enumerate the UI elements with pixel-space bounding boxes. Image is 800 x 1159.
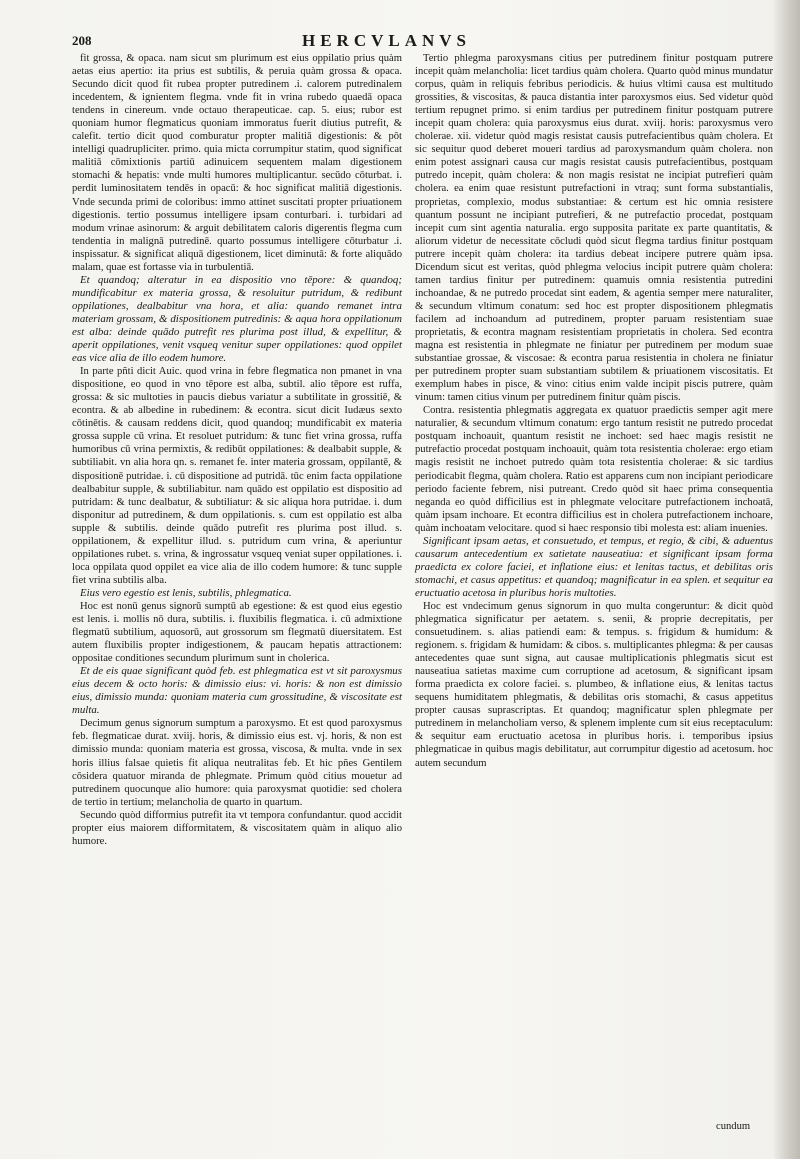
commentary-paragraph: Hoc est vndecimum genus signorum in quo multa congeruntur: & dicit quòd phlegmatica significatur per aetatem. s. senii, & proprie decrepitatis, per consuetudinem. s. alias patiendi eam: & tempus. s. frigidum & humidum: & regionem. s. frigidam & humidam: & cibos. s. multiplicantes phlegma: & per causas antecedentes quae sunt signa, aut causae multiplicationis phlegmatis sicut est nauseatiua satietas maxime cum corruptione ad acetosum, & significant ipsam forma praedicta ex colore faciei. s. plumbeo, & inflatione eius, & lenitas tactus sequens humiditatem phlegmatis, & debilitas oris stomachi, & casus appetitus propter causas suprascriptas. Et quandoq; magnificatur splen phlegmate per putredinem in melancholiam verso, & splenem implente cum sit eius receptaculum: & sequitur eam eructuatio acetosa in pluribus horis. i. temporibus ipsius phlegmaticae in quibus magis debilitatur, aut corrumpitur digestio ad acetosum. hoc autem secundum — [415, 600, 773, 769]
commentary-paragraph: Tertio phlegma paroxysmans citius per putredinem finitur postquam putrere incepit quàm melancholia: licet tardius quàm cholera. Quarto quòd minus mundatur corpus, quàm in reliquis febribus periodicis. & huius vltimi causa est multitudo grossities, & viscositas, & pauca distantia inter paroxysmos eius. Sed videtur quòd tertium repugnet primo. si enim tardius per putredinem finitur postquam putrere incepit quam cholera: quia paroxysmus eius durat. xviij. horis: paroxysmus vero cholerae. xii. videtur quòd magis resistat causis putrefacientibus quàm cholera. Et sic sequitur quod deberet moueri tardius ad paroxysmandum quàm cholera. non enim potest assignari causa cur magis resistat causis putrefacientibus, postquam putredo incepit, quàm cholera: & non magis resistat ne incipiat putrefieri quàm cholera. ea enim quae resistunt putrefactioni in vtraq; sunt forma substantialis, proprietas, complexio, modus substantiae: & certum est hic omnia resistere quantum possunt ne incipiant putrefieri, & ne putrefactio procedat, postquam incepit cum sint agentia naturalia. ergo supposita paritate ex parte quantitatis, & aliorum videtur de necessitate cōcludi quòd sicut flegma tardius finitur postquam putrere incepit quàm cholera: ita tardius debeat incipere putrere quàm ipsa. Dicendum sicut est veritas, quòd phlegma velocius incipit putrere quàm cholera: tamen tardius finitur per putredinem: quamuis omnia resistentia putredini inchoandae, & ne putredo procedat sint eadem, & agentia semper mere naturaliter, & secundum vltimum conatum: sed hoc est propter dispositionem phlegmatis facilem ad inchoandum ad putredinem, propter paruam resistentiam suae proprietatis, & econtra magnam resistentiam proprietatis in cholera. Sed econtra magna est resistentia in phlegmate ne finiatur per putredinem per modum suae substantiae grossae, & viscosae: & econtra parua resistentia in cholera ne finiatur per putredinem propter suam substantiam subtilem & priuationem viscositatis. Et exemplum habes in pisce, & vino: citius enim valde incipit piscis putrere, quàm vinum: tamen citius vinum per putredinem finitur quàm piscis. — [415, 53, 773, 404]
commentary-paragraph: Decimum genus signorum sumptum a paroxysmo. Et est quod paroxysmus feb. flegmaticae durat. xviij. horis, & dimissio eius est. vj. horis, & non est dimissio munda: quoniam materia est grossa, viscosa, & multa. vnde in sex horis illius falsae quietis fit aliqua neutralitas feb. Et hic pñes Gentilem cōsidera quatuor miranda de phlegmate. Primum quòd citius mouetur ad putredinem quocunque alio humore: quia paroxysmat quotidie: sed cholera de tertio in tertium; melancholia de quarto in quartum. — [72, 718, 402, 808]
running-title: HERCVLANVS — [302, 31, 472, 50]
right-text-column — [415, 52, 773, 770]
lemma-paragraph: Significant ipsam aetas, et consuetudo, et tempus, et regio, & cibi, & aduentus causarum antecedentium ex satietate nauseatiua: et significant ipsam forma praedicta ex colore faciei, et inflatione eius: et lenitas tactus, et debilitas oris stomachi, et casus appetitus: et quandoq; magnificatur in ea splen. et sequitur ea eructuatio acetosa in pluribus horis multoties. — [415, 534, 773, 599]
commentary-paragraph: Contra. resistentia phlegmatis aggregata ex quatuor praedictis semper agit mere naturalier, & secundum vltimum conatum: ergo tantum resistit ne putredo procedat postquam inchoauit, quantum resistit ne inchoet: sed haec magis resistit ne putrefactio procedat postquam inchoauit, quàm tota resistentia cholerae: ergo etiam magis resistit ne inchoet putredo quàm tota resistentia cholerae: & sic tardius periodicabit flegma, quàm cholera. Ratio est apparens cum non incipiant periodicare periodo faciente febrem, nisi putreant. Credo quòd sit haec prima consequentia neganda eo quòd difficilius est in phlegmate velocitare putrefactionem inchoatā, quàm ipsam inchoare. Et econtra difficilius est in cholera putrefactionem inchoare, quàm inchoatam velocitare. quod si haec responsio tibi molesta est: aliam inuenies. — [415, 405, 773, 534]
commentary-paragraph: In parte pñti dicit Auic. quod vrina in febre flegmatica non pmanet in vna dispositione, eo quod in vno tēpore est alba, subtil. alio tēpore est ruffa, grossa: & sic multoties in paucis diebus variatur a subtilitate in grossitiē, & econtra. & ab albedine in rubedinem: & econtra. sicut dicit Iudæus sexto cōtinētis. & causam reddens dicit, quod quandoq; mundificabit ex materia grossa supple cū vrina. Et resoluet putridum: & tunc fiet vrina grossa, ruffa humoribus cū vrina permixtis, & redibūt oppilationes: & dealbabit supple, & subtiliabit. vn alia hora qn. s. remanet fe. inter materia grossam, oppilantē, & dispositionē putridae. i. cū dispositione ad putridā. tūc enim facta oppilatione dealbabitur supple, & subtiliabitur. nam quādo est oppilatio est dispositio ad putridam: & tunc dealbatur, & subtiliatur: & sic aliqua hora putridae. i. dum disponitur ad putredinem, & dum oppilationis. s. cum est oppilatio est alba supple & subtilis. deinde quādo putrefit res plurima post illud. s. oppilationem, & expellitur illud. s. putridum cum vrina, & aperiuntur oppilationes rubet. s. vrina, & ingrossatur vsqueq veniat super oppilationes. i. loca oppilata quod oppilet ea vice alia de illo codem humore: & tunc supple fiet vrina subtilis alba. — [72, 366, 402, 586]
page-number: 208 — [72, 33, 92, 48]
lemma-paragraph: Et quandoq; alteratur in ea dispositio vno tēpore: & quandoq; mundificabitur ex materia grossa, & resoluitur putridum, & redibunt oppilationes, dealbabitur vna hora, et alia: quando remanet intra materiam grossam, & dispositionem putredinis: & aqua hora oppilationum est alba: deinde quādo putrefit res plurima post illud, & expellitur, & aperit oppilationes, venit vsqueq venitur super oppilationes: quod oppilet eas vice alia de illo eodem humore. — [72, 273, 402, 365]
commentary-paragraph: Secundo quòd difformius putrefit ita vt tempora confundantur. quod accidit propter eius maiorem difformitatem, & viscositatem quàm in aliquo alio humore. — [72, 809, 402, 847]
lemma-paragraph: Et de eis quae significant quòd feb. est phlegmatica est vt sit paroxysmus eius decem & octo horis: & dimissio eius: vi. horis: & non est dimissio eius, dimissio munda: quoniam materia cum grossitudine, & viscositate est multa. — [72, 665, 402, 717]
commentary-paragraph: Hoc est nonū genus signorū sumptū ab egestione: & est quod eius egestio est lenis. i. mollis nō dura, subtilis. i. fluxibilis flegmatica. i. cū admixtione flegmatū subtilium, aquosorū, aut grossorum sm flegmatū diuersitatem. Est autem fluxibilis propter indigestionem, & paucam hepatis attractionem: oppositae conditiones secundum plurimum sunt in cholerica. — [72, 600, 402, 665]
lemma-paragraph: Eius vero egestio est lenis, subtilis, phlegmatica. — [80, 586, 292, 599]
running-head — [72, 31, 772, 53]
page-gutter-shadow — [774, 0, 800, 1159]
left-text-column — [72, 52, 402, 848]
commentary-paragraph: fit grossa, & opaca. nam sicut sm plurimum est eius oppilatio prius quàm aetas eius apertio: ita prius est subtilis, & peruia quàm grossa & opaca. Secundo dicit quod fit rubea propter putredinem .i. calorem putredinalem incedentem, & ignientem flegma. vnde fit in vrina rubedo quaedā opaca tendens in cinereum. vnde octauo therapeuticae. cap. 5. eius; rubor est quoniam humor flegmaticus quoniam immoratus fuerit diutius putrefit, & calefit. tertio dicit quod comburatur propter malitiā digestionis: & pôt intelligi quadrupliciter. primo. quia micta corrumpitur statim, quod significat malitiā cōmixtionis partiū adinuicem sequentem malam digestionem stomachi & hepatis: vnde multi humores multiplicantur. secūdo cōturbat. i. perdit luminositatem tendēs in opacū: & hoc significat malitiā digestionis. Vnde secunda primi de coloribus: immo attinet suscitati propter priuationem digestionis. tertio possumus intelligere ipsam conturbari. i. turbidari ad modum vrinae asinorum: & arguit debilitatem caloris digerentis flegma cum tendentia in malignā putredinē. quarto possumus intelligere cōturbatur .i. inspissatur. & significat aliquā digestionem, licet diminutā: & forte aliquādo malam, quae est fortasse via in turbulentiā. — [72, 53, 402, 273]
catchword: cundum — [716, 1121, 751, 1132]
